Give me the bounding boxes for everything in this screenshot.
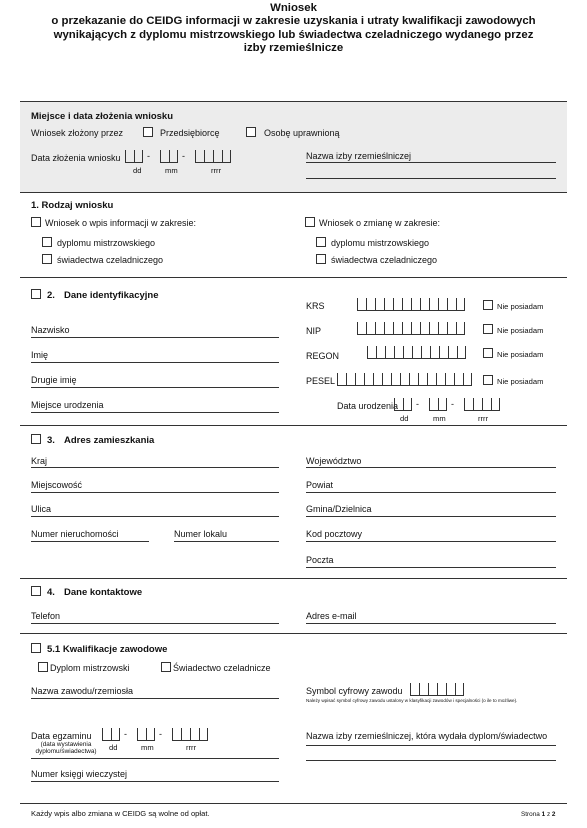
birthdate-label: Data urodzenia (337, 401, 399, 411)
swiadectwo-label: Świadectwo czeladnicze (173, 663, 271, 673)
krs-none-checkbox[interactable] (483, 300, 493, 310)
birth-day-field[interactable] (394, 398, 412, 411)
submission-day-field[interactable] (125, 150, 143, 163)
surname-label: Nazwisko (31, 325, 70, 335)
entrepreneur-checkbox[interactable] (143, 127, 153, 137)
submission-date-label: Data złożenia wniosku (31, 153, 121, 163)
profession-code-label: Symbol cyfrowy zawodu (306, 686, 403, 696)
section-2-number: 2. (47, 290, 55, 301)
title-line-2: o przekazanie do CEIDG informacji w zakresie uzyskania i utraty kwalifikacji zawodowych (51, 15, 536, 28)
submission-year-field[interactable] (195, 150, 231, 163)
profession-field[interactable] (31, 698, 279, 699)
change-request-checkbox[interactable] (305, 217, 315, 227)
issuing-chamber-field-line2[interactable] (306, 760, 556, 761)
building-number-field[interactable] (31, 541, 149, 542)
email-field[interactable] (306, 623, 556, 624)
krs-field[interactable] (357, 298, 465, 311)
pesel-none-checkbox[interactable] (483, 375, 493, 385)
regon-field[interactable] (367, 346, 466, 359)
section-2-divider (20, 277, 567, 278)
section-3-divider (20, 425, 567, 426)
entry-request-checkbox[interactable] (31, 217, 41, 227)
birth-month-field[interactable] (429, 398, 447, 411)
krs-none-label: Nie posiadam (497, 302, 544, 311)
postal-code-label: Kod pocztowy (306, 529, 363, 539)
section-4-heading: Dane kontaktowe (64, 587, 143, 598)
section-3-checkbox[interactable] (31, 434, 41, 444)
surname-field[interactable] (31, 337, 279, 338)
exam-day-hint: dd (109, 743, 118, 752)
email-label: Adres e-mail (306, 611, 357, 621)
regon-none-checkbox[interactable] (483, 348, 493, 358)
entry-swiadectwo-label: świadectwa czeladniczego (57, 255, 164, 265)
chamber-name-field-line2[interactable] (306, 178, 556, 179)
section-4-divider (20, 578, 567, 579)
pesel-field[interactable] (337, 373, 472, 386)
building-number-label: Numer nieruchomości (31, 529, 119, 539)
change-request-label: Wniosek o zmianę w zakresie: (319, 218, 441, 228)
country-label: Kraj (31, 456, 48, 466)
section-4-number: 4. (47, 587, 55, 598)
birth-day-hint: dd (400, 414, 409, 423)
first-name-field[interactable] (31, 362, 279, 363)
page-number: Strona 1 z 2 (521, 811, 556, 818)
city-field[interactable] (31, 492, 279, 493)
authorized-person-label: Osobę uprawnioną (264, 128, 340, 138)
entry-swiadectwo-checkbox[interactable] (42, 254, 52, 264)
issuing-chamber-field[interactable] (306, 745, 556, 746)
post-office-label: Poczta (306, 555, 334, 565)
birth-month-hint: mm (433, 414, 446, 423)
section-5-heading: 5.1 Kwalifikacje zawodowe (47, 644, 168, 655)
entry-request-label: Wniosek o wpis informacji w zakresie: (45, 218, 197, 228)
commune-field[interactable] (306, 516, 556, 517)
section-1-divider (20, 192, 567, 193)
voivodeship-field[interactable] (306, 467, 556, 468)
month-hint: mm (165, 166, 178, 175)
exam-date-note: (data wystawienia dyplomu/świadectwa) (35, 741, 97, 756)
birth-year-hint: rrrr (478, 414, 489, 423)
title-line-3: wynikających z dyplomu mistrzowskiego lub świadectwa czeladniczego wydanego przez (53, 28, 534, 41)
entry-dyplom-label: dyplomu mistrzowskiego (57, 238, 156, 248)
place-date-heading: Miejsce i data złożenia wniosku (31, 111, 174, 122)
county-field[interactable] (306, 492, 556, 493)
regon-none-label: Nie posiadam (497, 350, 544, 359)
birthplace-label: Miejsce urodzenia (31, 400, 104, 410)
city-label: Miejscowość (31, 480, 83, 490)
birthplace-field[interactable] (31, 412, 279, 413)
profession-code-field[interactable] (410, 683, 464, 696)
nip-label: NIP (306, 326, 322, 336)
section-4-checkbox[interactable] (31, 586, 41, 596)
change-dyplom-checkbox[interactable] (316, 237, 326, 247)
post-office-field[interactable] (306, 567, 556, 568)
exam-month-field[interactable] (137, 728, 155, 741)
swiadectwo-checkbox[interactable] (161, 662, 171, 672)
phone-field[interactable] (31, 623, 279, 624)
nip-none-label: Nie posiadam (497, 326, 544, 335)
year-hint: rrrr (211, 166, 222, 175)
chamber-name-field[interactable] (306, 162, 556, 163)
apartment-number-field[interactable] (174, 541, 279, 542)
submitted-by-label: Wniosek złożony przez (31, 128, 124, 138)
land-register-label: Numer księgi wieczystej (31, 769, 128, 779)
footer-note: Każdy wpis albo zmiana w CEIDG są wolne od opłat. (31, 809, 210, 818)
pesel-none-label: Nie posiadam (497, 377, 544, 386)
section-2-checkbox[interactable] (31, 289, 41, 299)
section-2-heading: Dane identyfikacyjne (64, 290, 159, 301)
pesel-label: PESEL (306, 376, 336, 386)
birth-year-field[interactable] (464, 398, 500, 411)
krs-label: KRS (306, 301, 325, 311)
nip-none-checkbox[interactable] (483, 324, 493, 334)
first-name-label: Imię (31, 350, 49, 360)
land-register-field[interactable] (31, 781, 279, 782)
change-dyplom-label: dyplomu mistrzowskiego (331, 238, 430, 248)
chamber-name-label: Nazwa izby rzemieślniczej (306, 151, 412, 161)
exam-month-hint: mm (141, 743, 154, 752)
profession-label: Nazwa zawodu/rzemiosła (31, 686, 134, 696)
second-name-field[interactable] (31, 387, 279, 388)
issuing-chamber-label: Nazwa izby rzemieślniczej, która wydała dyplom/świadectwo (306, 731, 548, 741)
exam-date-label: Data egzaminu (31, 731, 92, 741)
footer-divider (20, 803, 567, 804)
exam-year-field[interactable] (172, 728, 208, 741)
exam-day-field[interactable] (102, 728, 120, 741)
section-5-checkbox[interactable] (31, 643, 41, 653)
profession-code-note: Należy wpisać symbol cyfrowy zawodu ustalony w klasyfikacji zawodów i specjalności (o ile to możliwe). (306, 698, 518, 703)
authorized-person-checkbox[interactable] (246, 127, 256, 137)
change-swiadectwo-checkbox[interactable] (316, 254, 326, 264)
entrepreneur-label: Przedsiębiorcę (160, 128, 220, 138)
day-hint: dd (133, 166, 142, 175)
voivodeship-label: Województwo (306, 456, 362, 466)
country-field[interactable] (31, 467, 279, 468)
phone-label: Telefon (31, 611, 61, 621)
section-3-number: 3. (47, 435, 55, 446)
section-3-heading: Adres zamieszkania (64, 435, 155, 446)
county-label: Powiat (306, 480, 334, 490)
commune-label: Gmina/Dzielnica (306, 504, 372, 514)
form-title (20, 2, 567, 56)
regon-label: REGON (306, 351, 340, 361)
postal-code-field[interactable] (306, 541, 556, 542)
dyplom-checkbox[interactable] (38, 662, 48, 672)
nip-field[interactable] (357, 322, 465, 335)
change-swiadectwo-label: świadectwa czeladniczego (331, 255, 438, 265)
exam-year-hint: rrrr (186, 743, 197, 752)
apartment-number-label: Numer lokalu (174, 529, 228, 539)
dyplom-label: Dyplom mistrzowski (50, 663, 130, 673)
street-label: Ulica (31, 504, 52, 514)
entry-dyplom-checkbox[interactable] (42, 237, 52, 247)
section-1-heading: 1. Rodzaj wniosku (31, 200, 114, 211)
submission-month-field[interactable] (160, 150, 178, 163)
title-line-1: Wniosek (270, 2, 317, 14)
section-5-divider (20, 633, 567, 634)
title-line-4: izby rzemieślnicze (243, 42, 344, 55)
exam-date-underline (31, 758, 279, 759)
second-name-label: Drugie imię (31, 375, 77, 385)
street-field[interactable] (31, 516, 279, 517)
